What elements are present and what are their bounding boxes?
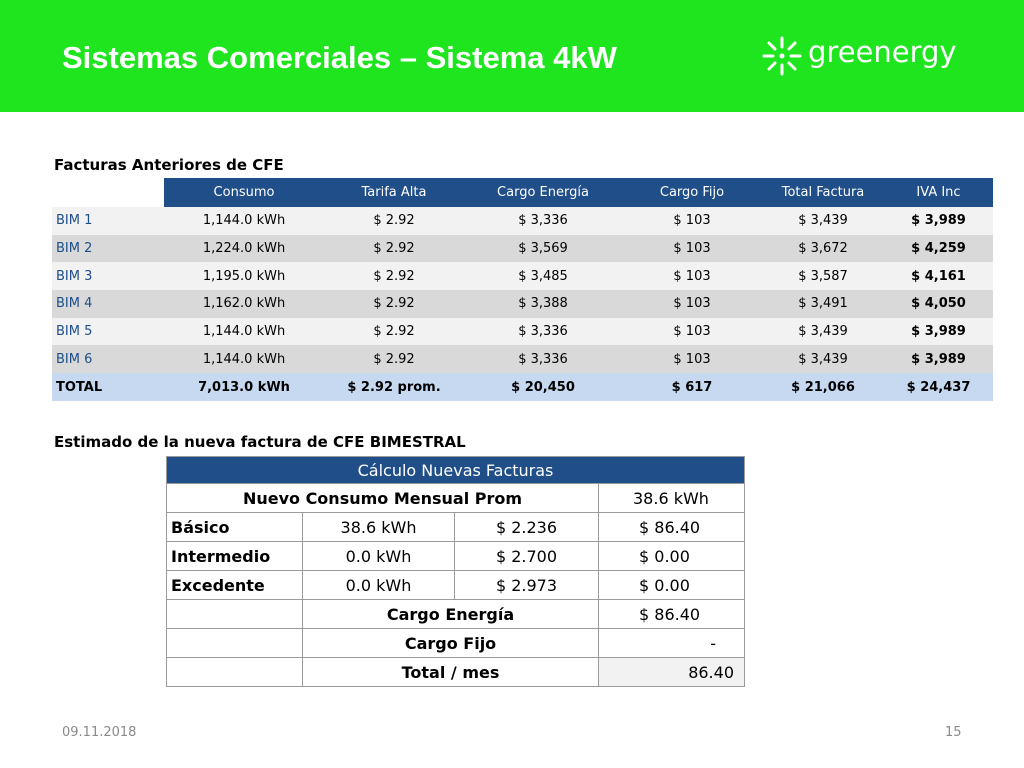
empty-cell xyxy=(167,658,303,687)
table-row xyxy=(52,290,993,318)
tier-kwh: 0.0 kWh xyxy=(303,571,455,600)
table-cell: $ 2.92 xyxy=(373,296,415,312)
tier-label: Básico xyxy=(167,513,303,542)
tier-rate: $ 2.236 xyxy=(455,513,599,542)
total-month-value: 86.40 xyxy=(599,658,745,687)
table-cell: $ 4,050 xyxy=(911,296,966,312)
estimate-table xyxy=(166,456,745,687)
table-cell: $ 3,569 xyxy=(518,241,568,257)
table-cell: $ 2.92 xyxy=(373,241,415,257)
row-label: BIM 1 xyxy=(56,213,93,229)
table-cell: $ 103 xyxy=(673,241,711,257)
table-cell: $ 3,672 xyxy=(798,241,848,257)
tier-label: Intermedio xyxy=(167,542,303,571)
table-cell: $ 3,439 xyxy=(798,351,848,367)
table-cell: $ 103 xyxy=(673,324,711,340)
table-cell: $ 103 xyxy=(673,213,711,229)
col-header: IVA Inc xyxy=(916,185,961,200)
tier-kwh: 0.0 kWh xyxy=(303,542,455,571)
table-cell: 1,144.0 kWh xyxy=(202,213,286,229)
tier-amount: $ 0.00 xyxy=(599,542,745,571)
sunburst-icon xyxy=(760,34,804,78)
col-header: Total Factura xyxy=(781,185,865,200)
page-number: 15 xyxy=(945,725,962,740)
tier-amount: $ 86.40 xyxy=(599,513,745,542)
table-cell: $ 20,450 xyxy=(511,379,575,395)
table-cell: $ 3,491 xyxy=(798,296,848,312)
row-label: BIM 3 xyxy=(56,268,93,284)
cargo-energia-label: Cargo Energía xyxy=(303,600,599,629)
table-cell: $ 103 xyxy=(673,268,711,284)
avg-consumption-value: 38.6 kWh xyxy=(599,484,745,513)
brand-logo xyxy=(760,34,960,80)
row-label: BIM 5 xyxy=(56,324,93,340)
table-cell: 1,195.0 kWh xyxy=(202,268,286,284)
table-cell: $ 3,439 xyxy=(798,324,848,340)
footer-date: 09.11.2018 xyxy=(62,725,137,740)
estimate-table-title: Cálculo Nuevas Facturas xyxy=(167,457,745,484)
row-label: BIM 6 xyxy=(56,351,93,367)
table-cell: $ 103 xyxy=(673,351,711,367)
total-row xyxy=(52,373,993,401)
row-label: BIM 4 xyxy=(56,296,93,312)
table-row xyxy=(52,345,993,373)
empty-cell xyxy=(167,629,303,658)
col-header: Cargo Fijo xyxy=(659,185,725,200)
table-cell: $ 103 xyxy=(673,296,711,312)
table-cell: $ 21,066 xyxy=(791,379,855,395)
avg-consumption-label: Nuevo Consumo Mensual Prom xyxy=(167,484,599,513)
estimate-title: Estimado de la nueva factura de CFE BIMESTRAL xyxy=(54,433,466,451)
total-month-label: Total / mes xyxy=(303,658,599,687)
table-cell: $ 3,989 xyxy=(911,351,966,367)
table-cell: 1,224.0 kWh xyxy=(202,241,286,257)
table-cell: $ 3,485 xyxy=(518,268,568,284)
table-cell: 1,144.0 kWh xyxy=(202,351,286,367)
cargo-fijo-value: - xyxy=(599,629,745,658)
table-cell: $ 4,161 xyxy=(911,268,966,284)
row-label: BIM 2 xyxy=(56,241,93,257)
page-title: Sistemas Comerciales – Sistema 4kW xyxy=(62,40,617,75)
cargo-energia-value: $ 86.40 xyxy=(599,600,745,629)
table-cell: $ 3,336 xyxy=(518,351,568,367)
table-cell: $ 2.92 xyxy=(373,213,415,229)
logo-text: greenergy xyxy=(808,35,957,69)
tier-label: Excedente xyxy=(167,571,303,600)
table-cell: $ 3,388 xyxy=(518,296,568,312)
table-row xyxy=(52,318,993,346)
table-cell: 1,162.0 kWh xyxy=(202,296,286,312)
table-cell: $ 2.92 xyxy=(373,324,415,340)
header-blank xyxy=(52,178,164,207)
table-row xyxy=(52,262,993,290)
table-cell: $ 3,336 xyxy=(518,324,568,340)
col-header: Consumo xyxy=(213,185,275,200)
table-cell: $ 3,989 xyxy=(911,324,966,340)
table-row xyxy=(52,207,993,235)
table-cell: $ 3,587 xyxy=(798,268,848,284)
row-label: TOTAL xyxy=(56,379,103,395)
col-header: Tarifa Alta xyxy=(361,185,427,200)
prev-bills-table xyxy=(52,178,993,401)
prev-bills-title: Facturas Anteriores de CFE xyxy=(54,156,284,174)
table-cell: $ 3,989 xyxy=(911,213,966,229)
table-cell: 1,144.0 kWh xyxy=(202,324,286,340)
empty-cell xyxy=(167,600,303,629)
table-cell: $ 24,437 xyxy=(906,379,971,395)
table-cell: $ 2.92 xyxy=(373,268,415,284)
tier-amount: $ 0.00 xyxy=(599,571,745,600)
table-cell: $ 2.92 prom. xyxy=(347,379,441,395)
tier-rate: $ 2.973 xyxy=(455,571,599,600)
cargo-fijo-label: Cargo Fijo xyxy=(303,629,599,658)
table-cell: $ 4,259 xyxy=(911,241,966,257)
header-bar xyxy=(0,0,1024,112)
tier-rate: $ 2.700 xyxy=(455,542,599,571)
table-cell: $ 2.92 xyxy=(373,351,415,367)
col-header: Cargo Energía xyxy=(497,185,589,200)
table-header-row xyxy=(52,178,993,207)
table-row xyxy=(52,235,993,263)
table-cell: 7,013.0 kWh xyxy=(198,379,290,395)
tier-kwh: 38.6 kWh xyxy=(303,513,455,542)
table-cell: $ 617 xyxy=(671,379,713,395)
table-cell: $ 3,439 xyxy=(798,213,848,229)
table-cell: $ 3,336 xyxy=(518,213,568,229)
